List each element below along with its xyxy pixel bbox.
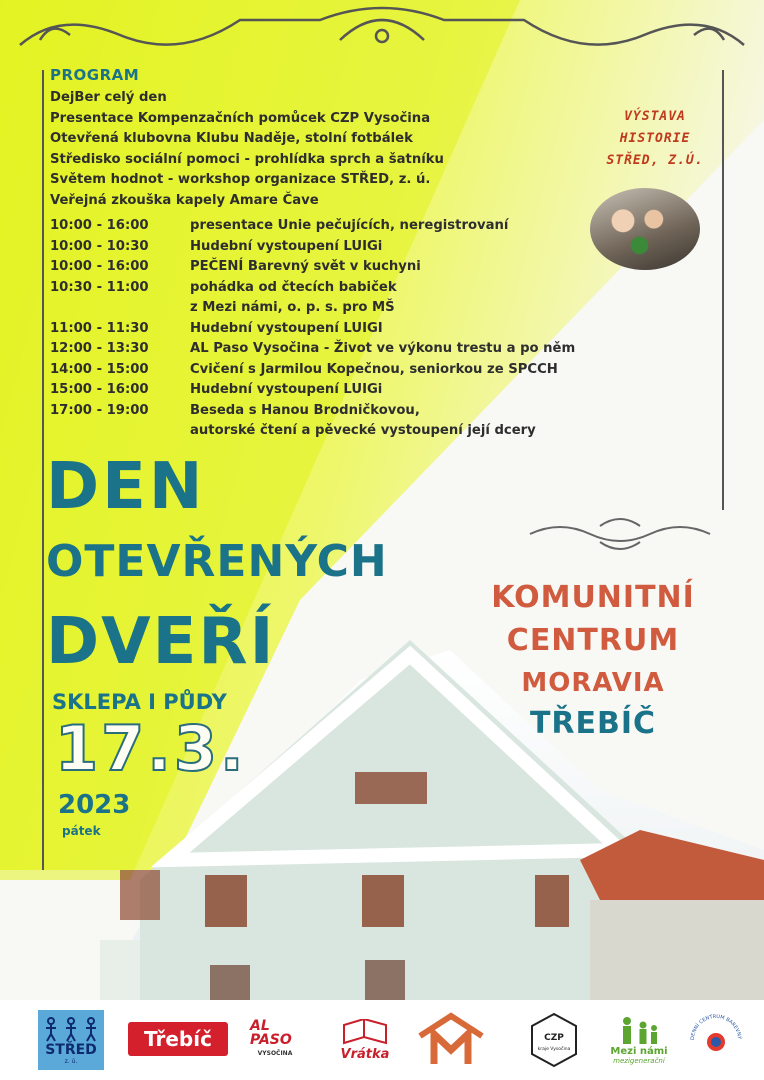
program-item: Světem hodnot - workshop organizace STŘED, z. ú. [50,172,431,187]
venue-line: KOMUNITNÍ [491,580,695,615]
program-item: Středisko sociální pomoci - prohlídka sprch a šatníku [50,151,444,167]
logo-vratka [330,1010,400,1070]
event-date: 17.3. [55,712,247,785]
logo-barevny-text: DENNÍ CENTRUM BAREVNÝ [689,1013,743,1041]
logo-alpaso [250,1010,300,1070]
schedule-time: 10:00 - 16:00 [50,259,149,274]
venue-line: MORAVIA [521,668,665,698]
event-weekday: pátek [62,824,101,838]
schedule-text: presentace Unie pečujících, neregistrovaní [190,218,509,233]
headline-den: DEN [46,450,206,524]
logo-mezi-nami [606,1010,672,1070]
schedule-time: 11:00 - 11:30 [50,320,149,336]
exhibition-line: HISTORIE [619,131,691,146]
logo-vratka-text: Vrátka [340,1046,390,1062]
exhibition-line: VÝSTAVA [624,109,686,124]
venue-city: TŘEBÍČ [529,706,657,741]
schedule-list [50,216,575,442]
program-list [50,88,444,211]
exhibition-photo [590,188,700,270]
schedule-time: 14:00 - 15:00 [50,361,149,377]
logo-trebic [128,1022,228,1056]
schedule-row [50,360,575,381]
schedule-row [50,380,575,401]
event-year: 2023 [58,790,131,820]
logo-alpaso-text: AL PASO [250,1018,292,1048]
logo-stred-sub: z. ú. [64,1057,78,1065]
schedule-row [50,319,575,340]
program-item: DejBer celý den [50,90,167,105]
schedule-time: 10:00 - 10:30 [50,238,149,254]
logo-trebic-text: Třebíč [144,1027,212,1051]
schedule-time: 12:00 - 13:30 [50,341,149,356]
schedule-text: AL Paso Vysočina - Život ve výkonu trestu a po něm [190,341,576,356]
logo-czp-text: CZP [544,1033,564,1043]
logo-barevny-svet [686,1010,746,1070]
schedule-row [50,401,575,422]
schedule-text: Hudební vystoupení LUIGI [190,320,383,336]
exhibition-label [600,106,710,172]
barevny-svet-icon [686,1010,746,1070]
logo-stred [38,1010,104,1070]
schedule-time: 17:00 - 19:00 [50,402,149,418]
schedule-text: Cvičení s Jarmilou Kopečnou, seniorkou ze SPCCH [190,361,558,377]
house-m-icon [416,1012,486,1068]
schedule-row [50,278,575,299]
schedule-row-continued [50,421,575,442]
schedule-row [50,257,575,278]
frame-left-line [42,70,44,870]
headline-subtitle: SKLEPA I PŮDY [52,690,227,714]
exhibition-line: STŘED, Z.Ú. [606,153,704,168]
schedule-text: Hudební vystoupení LUIGi [190,238,383,254]
program-item: Veřejná zkouška kapely Amare Čave [50,192,319,208]
schedule-text: Hudební vystoupení LUIGi [190,382,383,397]
schedule-text: PEČENÍ Barevný svět v kuchyni [190,259,421,274]
program-title: PROGRAM [50,66,140,84]
logo-mezi-sub: mezigenerační [613,1056,665,1065]
family-icon [617,1016,661,1046]
headline-dveri: DVEŘÍ [46,605,276,679]
program-item: Presentace Kompenzačních pomůcek CZP Vysočina [50,110,431,126]
schedule-row [50,237,575,258]
schedule-time: 10:00 - 16:00 [50,218,149,233]
logo-mezi-text: Mezi námi [610,1045,668,1057]
frame-right-line [722,70,724,510]
logo-czp-sub: kraje Vysočina [537,1047,571,1052]
people-icon [43,1016,99,1042]
logo-alpaso-sub: VYSOČINA [257,1050,293,1057]
czp-emblem-icon [528,1012,580,1068]
book-icon [340,1019,390,1047]
schedule-row-continued [50,298,575,319]
schedule-text: pohádka od čtecích babiček [190,279,397,295]
schedule-time: 10:30 - 11:00 [50,279,149,295]
schedule-text: autorské čtení a pěvecké vystoupení její dcery [190,423,536,438]
program-item: Otevřená klubovna Klubu Naděje, stolní fotbálek [50,131,413,146]
venue-line: CENTRUM [506,623,680,658]
schedule-text: z Mezi námi, o. p. s. pro MŠ [190,300,395,315]
logo-czp [528,1010,580,1070]
logo-stred-text: STŘED [45,1041,97,1058]
headline-otevrenych: OTEVŘENÝCH [46,536,388,587]
schedule-time: 15:00 - 16:00 [50,382,149,397]
logo-moravia [416,1010,486,1070]
schedule-text: Beseda s Hanou Brodničkovou, [190,402,420,418]
schedule-row [50,216,575,237]
schedule-row [50,339,575,360]
